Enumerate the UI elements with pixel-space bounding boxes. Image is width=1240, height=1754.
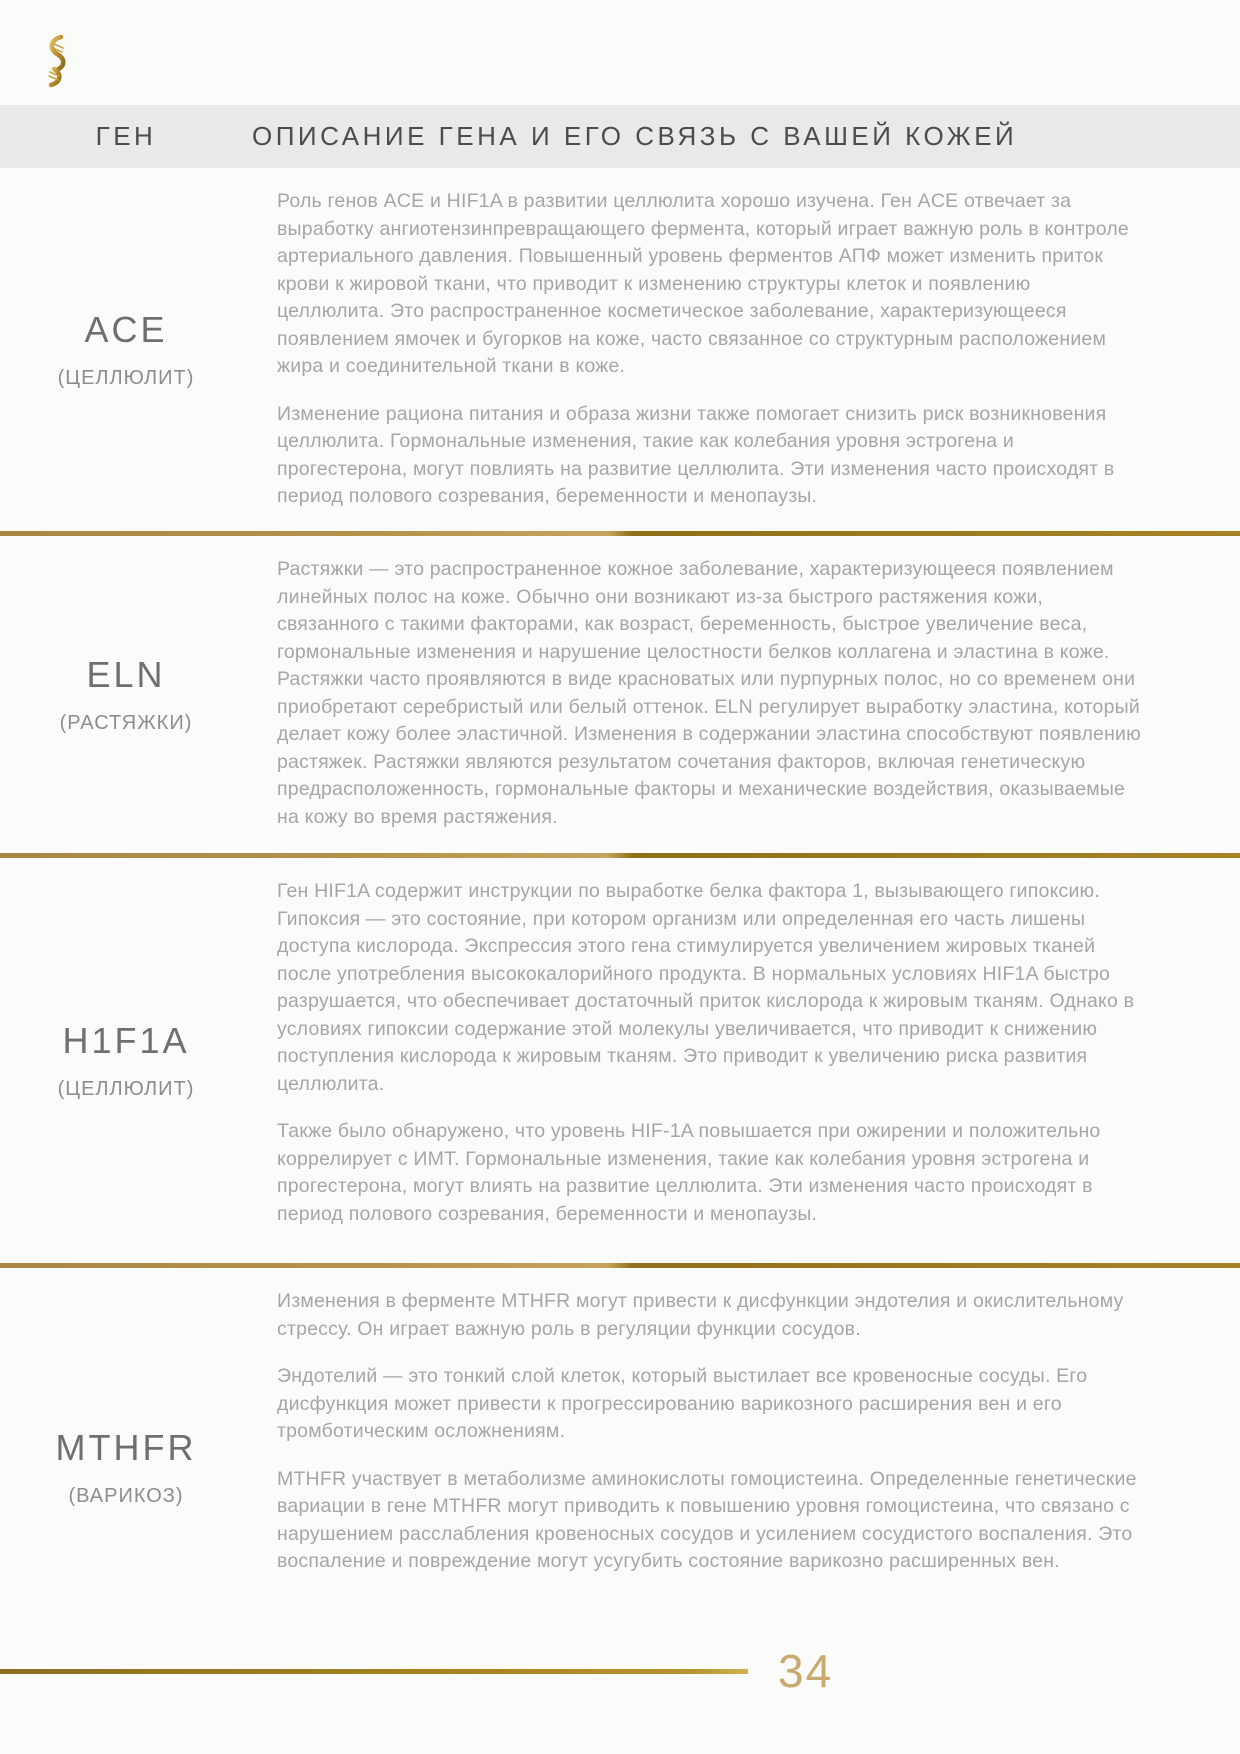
page-number: 34 bbox=[778, 1645, 834, 1697]
gene-row-ace bbox=[0, 168, 1240, 531]
gene-trait: (ЦЕЛЛЮЛИТ) bbox=[57, 367, 195, 389]
table-header bbox=[0, 105, 1240, 168]
gene-description-paragraph: Изменение рациона питания и образа жизни также помогает снизить риск возникновения целлюлита. Гормональные изменения, такие как колебания уровня эстрогена и прогестерона, могут повлиять на развитие целлюлита. Эти изменения часто происходят в период полового созревания, беременности и менопаузы. bbox=[277, 402, 1115, 507]
gene-name: ELN bbox=[86, 654, 166, 695]
gene-row-mthfr bbox=[0, 1268, 1240, 1666]
header-gene: ГЕН bbox=[95, 121, 157, 151]
gene-description-cell bbox=[252, 168, 1212, 531]
gene-description-cell bbox=[252, 1268, 1212, 1666]
gene-description-cell bbox=[252, 536, 1212, 853]
footer-rule bbox=[0, 1669, 748, 1674]
gene-cell bbox=[0, 1268, 252, 1666]
gene-description-paragraph: Изменения в ферменте MTHFR могут привести к дисфункции эндотелия и окислительному стрессу. Он играет важную роль в регуляции функции сосудов. bbox=[277, 1290, 1124, 1340]
gene-description-paragraph: Роль генов ACE и HIF1A в развитии целлюлита хорошо изучена. Ген ACE отвечает за выработку ангиотензинпревращающего фермента, который играет важную роль в контроле артериального давления. Повышенный уровень ферментов АПФ может изменить приток крови к жировой ткани, что приводит к изменению структуры клеток и появлению целлюлита. Это распространенное косметическое заболевание, характеризующееся появлением ямочек и бугорков на коже, часто связанное со структурным расположением жира и соединительной ткани в коже. bbox=[277, 190, 1129, 377]
gene-row-eln bbox=[0, 536, 1240, 853]
gene-trait: (РАСТЯЖКИ) bbox=[59, 712, 193, 734]
gene-row-h1f1a bbox=[0, 858, 1240, 1263]
gene-description-cell bbox=[252, 858, 1212, 1263]
gene-table bbox=[0, 105, 1240, 1666]
gene-description-paragraph: MTHFR участвует в метаболизме аминокислоты гомоцистеина. Определенные генетические вариации в гене MTHFR могут приводить к повышению уровня гомоцистеина, что связано с нарушением расслабления кровеносных сосудов и усилением сосудистого воспаления. Это воспаление и повреждение могут усугубить состояние варикозно расширенных вен. bbox=[277, 1467, 1137, 1572]
gene-cell bbox=[0, 536, 252, 853]
header-description: ОПИСАНИЕ ГЕНА И ЕГО СВЯЗЬ С ВАШЕЙ КОЖЕЙ bbox=[252, 121, 1018, 151]
gene-description-paragraph: Ген HIF1A содержит инструкции по выработке белка фактора 1, вызывающего гипоксию. Гипоксия — это состояние, при котором организм или определенная его часть лишены доступа кислорода. Экспрессия этого гена стимулируется увеличением жировых тканей после употребления высококалорийного продукта. В нормальных условиях HIF1A быстро разрушается, что обеспечивает достаточный приток кислорода к жировым тканям. Однако в условиях гипоксии содержание этой молекулы увеличивается, что приводит к снижению поступления кислорода к жировым тканям. Это приводит к увеличению риска развития целлюлита. bbox=[277, 880, 1135, 1095]
gene-name: ACE bbox=[84, 309, 168, 350]
gene-cell bbox=[0, 168, 252, 531]
gene-description-paragraph: Эндотелий — это тонкий слой клеток, который выстилает все кровеносные сосуды. Его дисфункция может привести к прогрессированию варикозного расширения вен и его тромботическим осложнениям. bbox=[277, 1365, 1088, 1442]
gene-description-paragraph: Также было обнаружено, что уровень HIF-1A повышается при ожирении и положительно коррелирует с ИМТ. Гормональные изменения, такие как колебания уровня эстрогена и прогестерона, могут влиять на развитие целлюлита. Эти изменения часто происходят в период полового созревания, беременности и менопаузы. bbox=[277, 1120, 1101, 1225]
gene-cell bbox=[0, 858, 252, 1263]
gene-trait: (ЦЕЛЛЮЛИТ) bbox=[57, 1078, 195, 1100]
gene-trait: (ВАРИКОЗ) bbox=[68, 1484, 184, 1507]
gene-name: H1F1A bbox=[62, 1020, 190, 1061]
page-footer bbox=[0, 1645, 1240, 1697]
gene-name: MTHFR bbox=[55, 1426, 197, 1468]
gene-description-paragraph: Растяжки — это распространенное кожное заболевание, характеризующееся появлением линейных полос на коже. Обычно они возникают из-за быстрого растяжения кожи, связанного с такими факторами, как возраст, беременность, быстрое увеличение веса, гормональные изменения и нарушение целостности белков коллагена и эластина в коже. Растяжки часто проявляются в виде красноватых или пурпурных полос, но со временем они приобретают серебристый или белый оттенок. ELN регулирует выработку эластина, который делает кожу более эластичной. Изменения в содержании эластина способствуют появлению растяжек. Растяжки являются результатом сочетания факторов, включая генетическую предрасположенность, гормональные факторы и механические воздействия, оказываемые на кожу во время растяжения. bbox=[277, 558, 1141, 828]
dna-logo-icon bbox=[42, 34, 70, 88]
